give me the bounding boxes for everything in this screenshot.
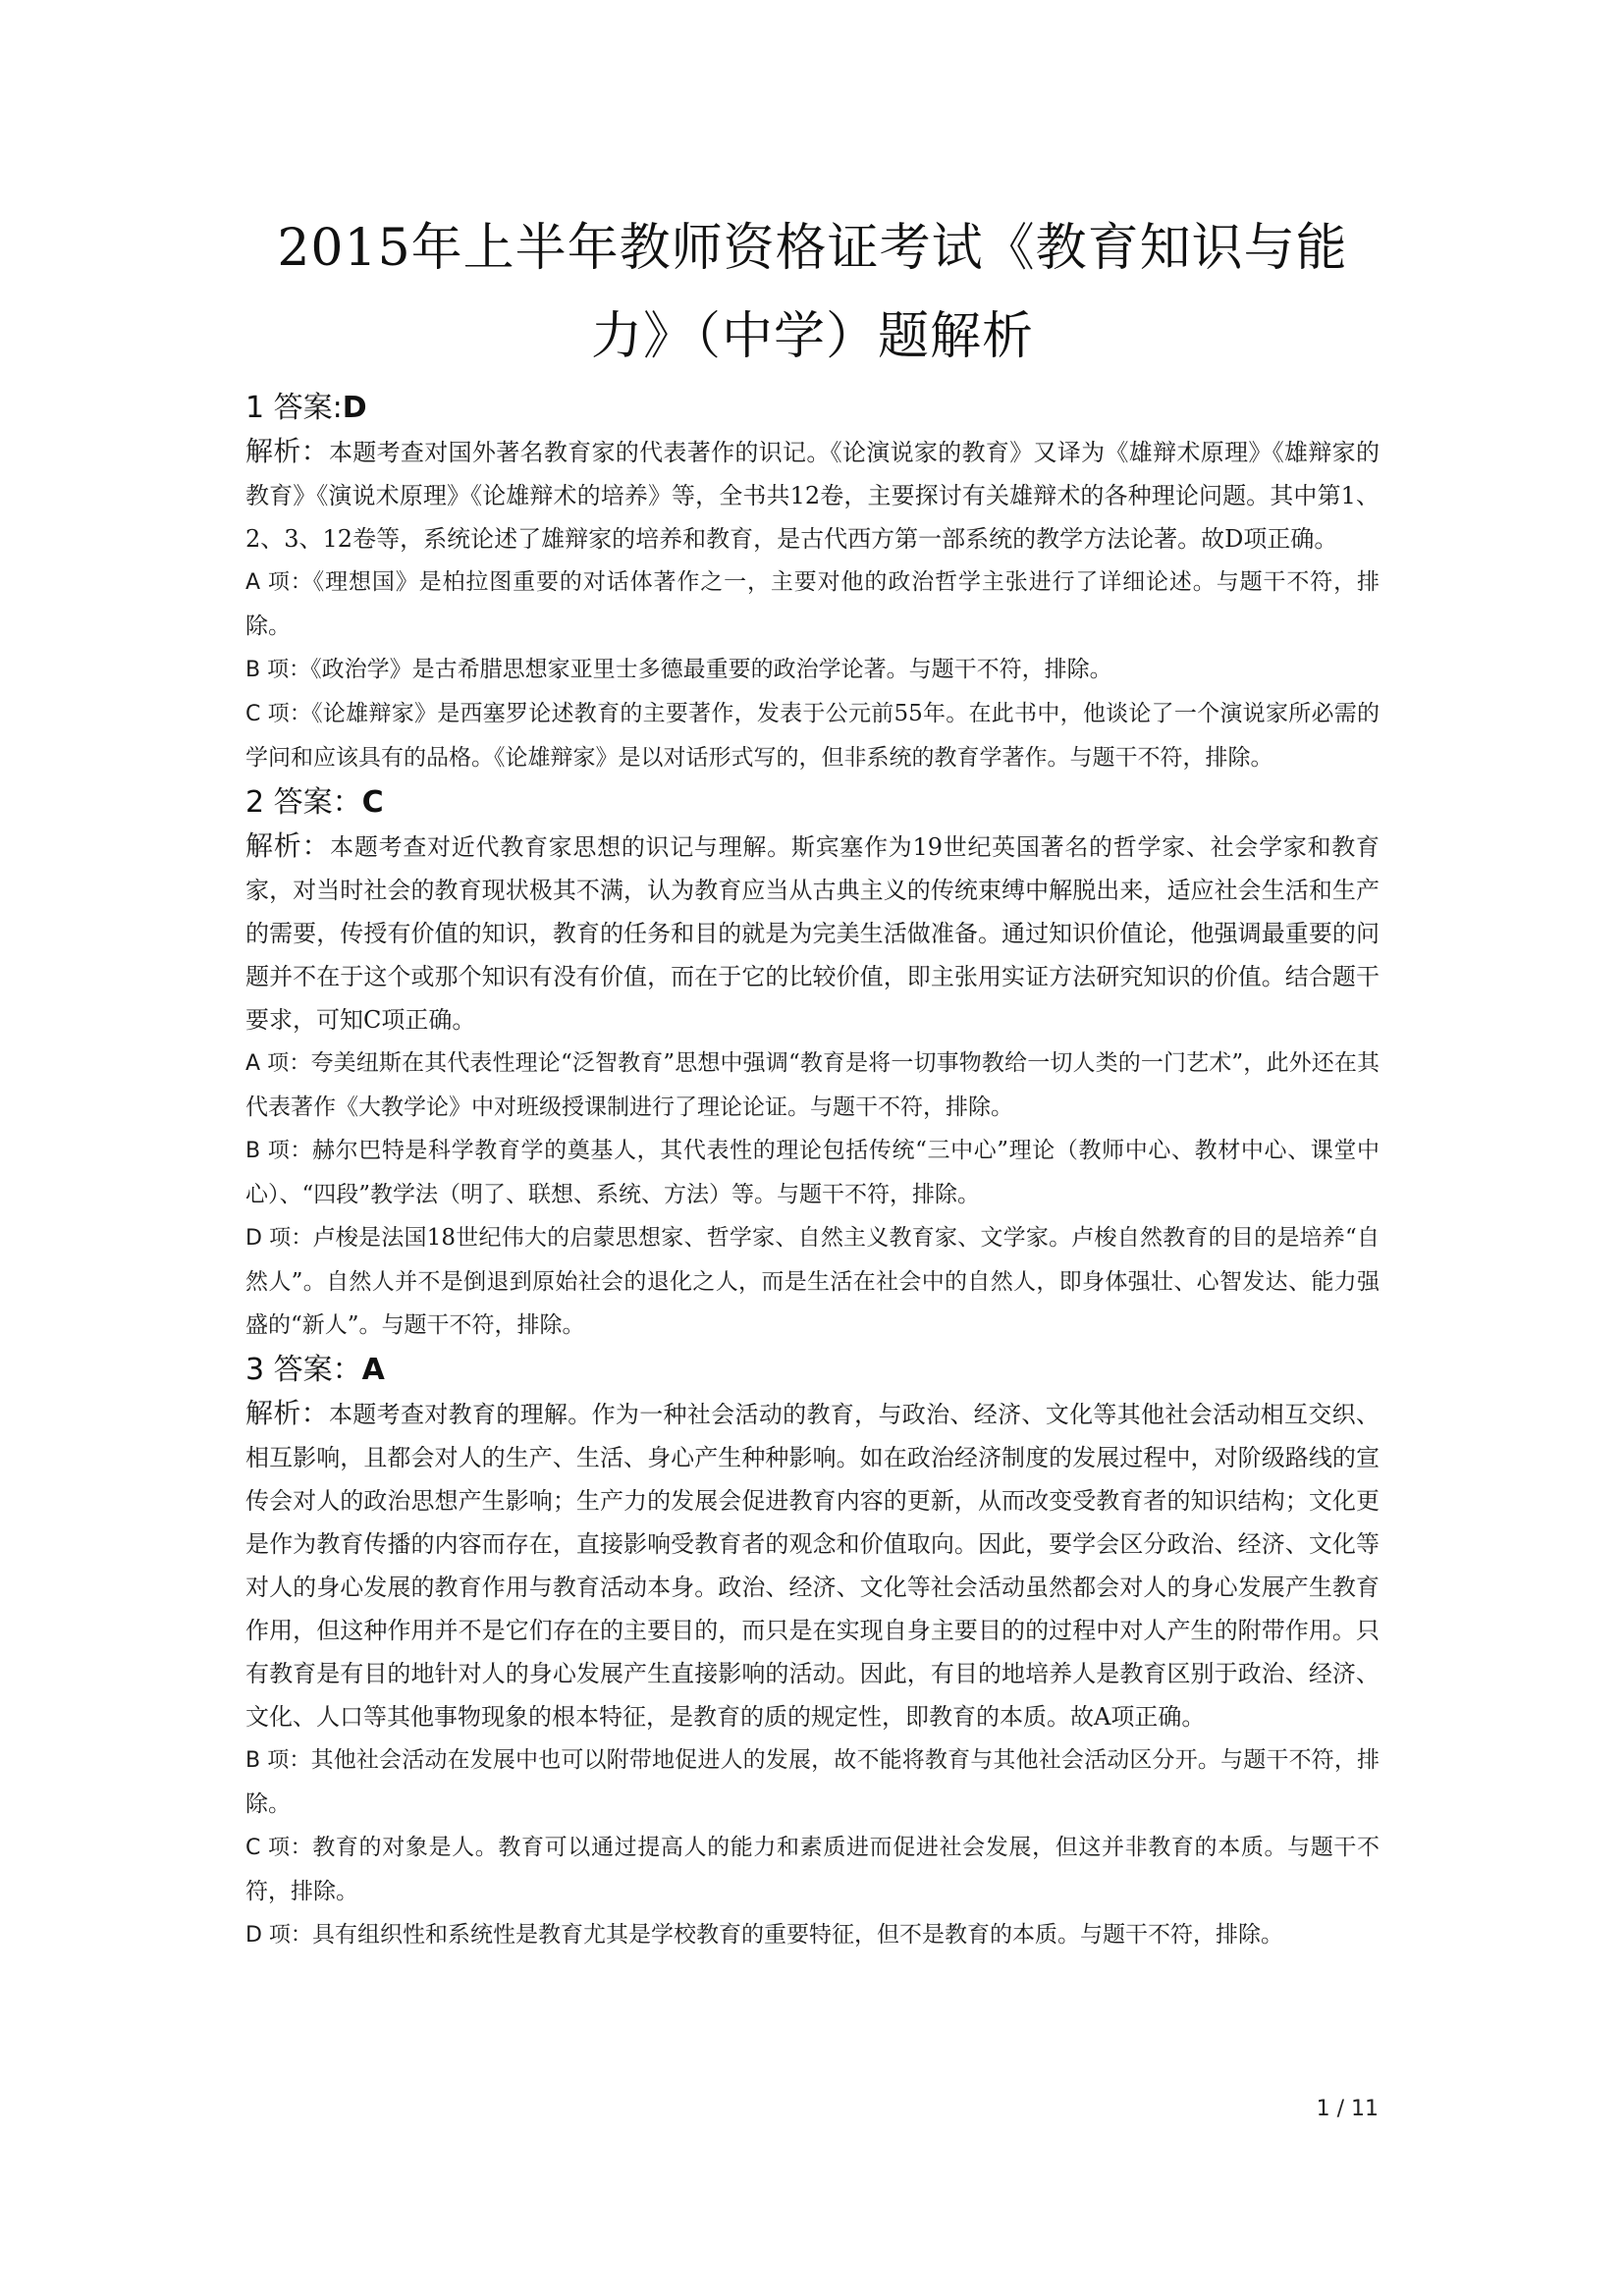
document-title: 2015年上半年教师资格证考试《教育知识与能力》（中学）题解析	[277, 219, 1348, 366]
option-label: A 项：	[245, 570, 313, 595]
option-text: 夸美纽斯在其代表性理论“泛智教育”思想中强调“教育是将一切事物教给一切人类的一门艺术”，此外还在其代表著作《大教学论》中对班级授课制进行了理论论证。与题干不符，排除。	[245, 1050, 1380, 1120]
answer-line	[245, 1349, 1380, 1392]
option-label: D 项：	[245, 1226, 313, 1251]
answer-letter: D	[342, 391, 367, 425]
option-text: 其他社会活动在发展中也可以附带地促进人的发展，故不能将教育与其他社会活动区分开。与题干不符，排除。	[245, 1747, 1380, 1817]
option-explanation	[245, 1129, 1380, 1216]
answer-label: 3 答案：	[245, 1353, 362, 1387]
option-text: 《论雄辩家》是西塞罗论述教育的主要著作，发表于公元前55年。在此书中，他谈论了一个演说家所必需的学问和应该具有的品格。《论雄辩家》是以对话形式写的，但非系统的教育学著作。与题干不符，排除。	[245, 701, 1380, 771]
option-label: A 项：	[245, 1051, 311, 1076]
option-label: D 项：	[245, 1923, 312, 1948]
question-1	[245, 387, 1380, 779]
option-explanation	[245, 1041, 1380, 1129]
answer-line	[245, 387, 1380, 430]
analysis-text: 本题考查对近代教育家思想的识记与理解。斯宾塞作为19世纪英国著名的哲学家、社会学家和教育家，对当时社会的教育现状极其不满，认为教育应当从古典主义的传统束缚中解脱出来，适应社会生活和生产的需要，传授有价值的知识，教育的任务和目的就是为完美生活做准备。通过知识价值论，他强调最重要的问题并不在于这个或那个知识有没有价值，而在于它的比较价值，即主张用实证方法研究知识的价值。结合题干要求，可知C项正确。	[245, 833, 1380, 1034]
document-body	[245, 204, 1380, 1957]
analysis-label: 解析：	[245, 435, 329, 467]
option-text: 卢梭是法国18世纪伟大的启蒙思想家、哲学家、自然主义教育家、文学家。卢梭自然教育的目的是培养“自然人”。自然人并不是倒退到原始社会的退化之人，而是生活在社会中的自然人，即身体强壮、心智发达、能力强盛的“新人”。与题干不符，排除。	[245, 1225, 1380, 1338]
answer-line	[245, 781, 1380, 825]
option-explanation	[245, 1913, 1380, 1957]
analysis-paragraph	[245, 1392, 1380, 1738]
option-explanation	[245, 1826, 1380, 1913]
option-explanation	[245, 1738, 1380, 1826]
option-text: 教育的对象是人。教育可以通过提高人的能力和素质进而促进社会发展，但这并非教育的本质。与题干不符，排除。	[245, 1835, 1380, 1904]
option-label: C 项：	[245, 1836, 313, 1860]
answer-letter: C	[361, 785, 384, 820]
answer-label: 2 答案：	[245, 785, 362, 820]
option-text: 赫尔巴特是科学教育学的奠基人，其代表性的理论包括传统“三中心”理论（教师中心、教材中心、课堂中心）、“四段”教学法（明了、联想、系统、方法）等。与题干不符，排除。	[245, 1138, 1380, 1207]
question-3	[245, 1349, 1380, 1957]
option-explanation	[245, 1216, 1380, 1347]
option-label: C 项：	[245, 702, 312, 726]
answer-letter: A	[361, 1353, 385, 1387]
option-text: 《理想国》是柏拉图重要的对话体著作之一，主要对他的政治哲学主张进行了详细论述。与题干不符，排除。	[245, 569, 1380, 639]
analysis-paragraph	[245, 430, 1380, 561]
analysis-label: 解析：	[245, 829, 331, 862]
option-explanation	[245, 692, 1380, 779]
analysis-text: 本题考查对国外著名教育家的代表著作的识记。《论演说家的教育》又译为《雄辩术原理》《雄辩家的教育》《演说术原理》《论雄辩术的培养》等，全书共12卷，主要探讨有关雄辩术的各种理论问题。其中第1、2、3、12卷等，系统论述了雄辩家的培养和教育，是古代西方第一部系统的教学方法论著。故D项正确。	[245, 439, 1380, 553]
answer-label: 1 答案:	[245, 391, 343, 425]
option-label: B 项：	[245, 1748, 311, 1773]
analysis-paragraph	[245, 825, 1380, 1041]
analysis-label: 解析：	[245, 1397, 329, 1429]
option-label: B 项：	[245, 658, 311, 682]
option-label: B 项：	[245, 1139, 312, 1163]
option-text: 《政治学》是古希腊思想家亚里士多德最重要的政治学论著。与题干不符，排除。	[310, 657, 1112, 682]
option-explanation	[245, 561, 1380, 648]
option-explanation	[245, 648, 1380, 692]
question-2	[245, 781, 1380, 1347]
page-number: 1 / 11	[1316, 2097, 1379, 2121]
option-text: 具有组织性和系统性是教育尤其是学校教育的重要特征，但不是教育的本质。与题干不符，排除。	[311, 1922, 1283, 1948]
analysis-text: 本题考查对教育的理解。作为一种社会活动的教育，与政治、经济、文化等其他社会活动相互交织、相互影响，且都会对人的生产、生活、身心产生种种影响。如在政治经济制度的发展过程中，对阶级路线的宣传会对人的政治思想产生影响；生产力的发展会促进教育内容的更新，从而改变受教育者的知识结构；文化更是作为教育传播的内容而存在，直接影响受教育者的观念和价值取向。因此，要学会区分政治、经济、文化等对人的身心发展的教育作用与教育活动本身。政治、经济、文化等社会活动虽然都会对人的身心发展产生教育作用，但这种作用并不是它们存在的主要目的，而只是在实现自身主要目的的过程中对人产生的附带作用。只有教育是有目的地针对人的身心发展产生直接影响的活动。因此，有目的地培养人是教育区别于政治、经济、文化、人口等其他事物现象的根本特征，是教育的质的规定性，即教育的本质。故A项正确。	[245, 1401, 1380, 1731]
